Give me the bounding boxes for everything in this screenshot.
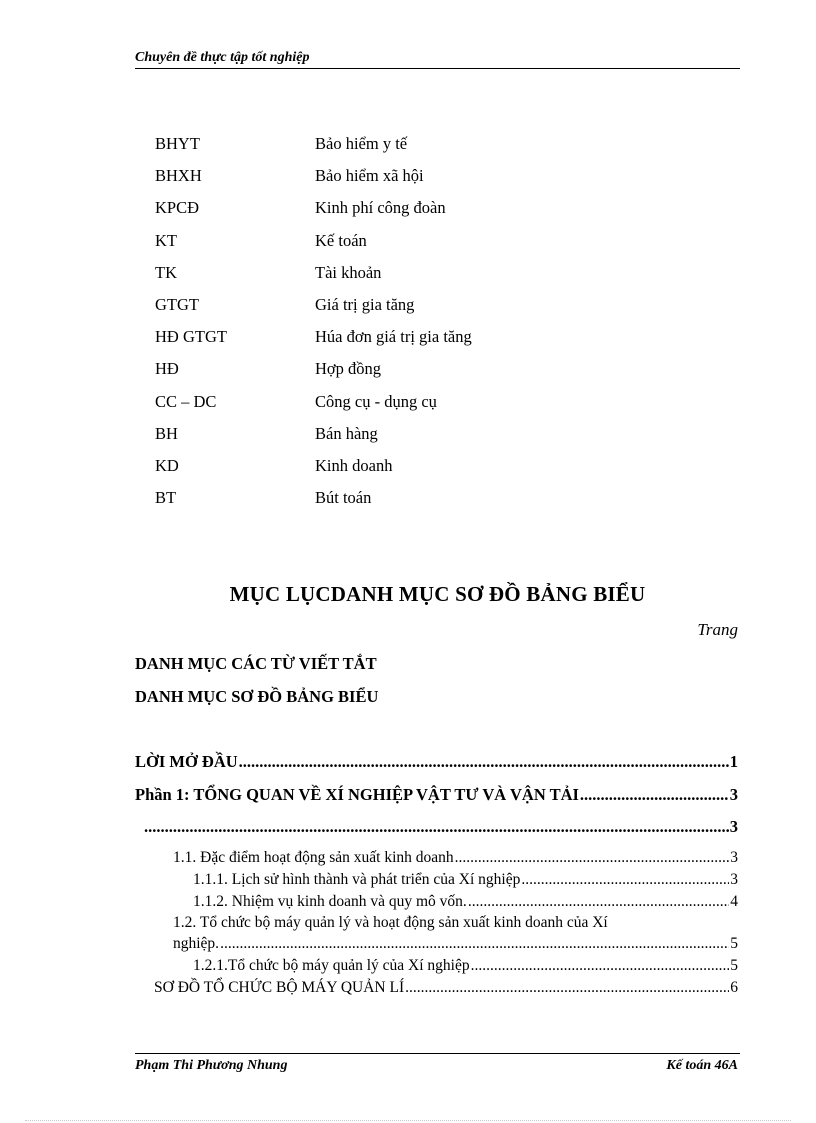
toc-entry[interactable] xyxy=(193,957,738,975)
abbreviation-row xyxy=(155,165,715,197)
toc-entry-text: 1.2.1.Tổ chức bộ máy quản lý của Xí nghiệp xyxy=(193,957,470,974)
toc-entry-page: 5 xyxy=(730,935,738,952)
abbreviation-desc: Bán hàng xyxy=(315,423,378,443)
toc-entry-text: 1.1.2. Nhiệm vụ kinh doanh và quy mô vốn. xyxy=(193,893,467,910)
toc-entry[interactable] xyxy=(173,935,738,953)
toc-entry-text: Phần 1: TỔNG QUAN VỀ XÍ NGHIỆP VẬT TƯ VÀ VẬN TẢI xyxy=(135,785,579,804)
abbreviation-desc: Kinh phí công đoàn xyxy=(315,198,446,218)
toc-entry[interactable] xyxy=(135,785,738,805)
page-header: Chuyên đề thực tập tốt nghiệp xyxy=(135,50,740,69)
abbreviation-code: HĐ GTGT xyxy=(155,327,227,347)
abbreviation-code: TK xyxy=(155,262,177,282)
toc-entry-text: 1.1. Đặc điểm hoạt động sản xuất kinh doanh xyxy=(173,849,454,866)
toc-entry-page: 3 xyxy=(730,849,738,866)
toc-entry-page: 3 xyxy=(729,817,738,836)
abbreviation-code: BH xyxy=(155,423,178,443)
abbreviation-code: HĐ xyxy=(155,359,179,379)
abbreviation-desc: Kế toán xyxy=(315,230,367,250)
abbreviation-code: BT xyxy=(155,488,177,508)
abbreviation-code: GTGT xyxy=(155,294,199,314)
toc-entry[interactable] xyxy=(173,849,738,867)
toc-entry[interactable] xyxy=(193,893,738,911)
abbreviation-desc: Công cụ - dụng cụ xyxy=(315,391,437,411)
toc-entry-text: nghiệp. xyxy=(173,935,220,952)
abbreviation-code: BHYT xyxy=(155,134,200,153)
abbreviation-row xyxy=(155,197,715,229)
toc-entry-page: 3 xyxy=(729,785,738,804)
abbreviation-desc: Húa đơn giá trị gia tăng xyxy=(315,327,472,347)
abbreviation-desc: Tài khoản xyxy=(315,262,382,282)
abbreviation-row xyxy=(155,294,715,326)
abbreviation-code: KT xyxy=(155,230,177,250)
toc-entry-text: 1.1.1. Lịch sử hình thành và phát triển của Xí nghiệp xyxy=(193,871,521,888)
abbreviation-row xyxy=(155,487,715,519)
toc-entry-text: LỜI MỞ ĐẦU xyxy=(135,752,238,771)
abbreviation-desc: Hợp đồng xyxy=(315,359,382,379)
page-bottom-border xyxy=(25,1120,791,1121)
abbreviation-row xyxy=(155,262,715,294)
toc-entry-page: 4 xyxy=(730,893,738,910)
abbreviation-code: BHXH xyxy=(155,166,202,186)
page-column-label: Trang xyxy=(697,620,738,639)
abbreviation-row xyxy=(155,133,715,165)
toc-entry-wrapped-line[interactable]: 1.2. Tổ chức bộ máy quản lý và hoạt động sản xuất kinh doanh của Xí xyxy=(173,914,608,931)
abbreviation-row xyxy=(155,230,715,262)
abbreviation-desc: Bảo hiểm y tế xyxy=(315,134,408,153)
abbreviation-desc: Kinh doanh xyxy=(315,455,393,475)
abbreviation-row xyxy=(155,455,715,487)
footer-class: Kế toán 46A xyxy=(666,1058,738,1073)
abbreviation-row xyxy=(155,423,715,455)
toc-heading-diagrams: DANH MỤC SƠ ĐỒ BẢNG BIỂU xyxy=(135,687,379,706)
footer-rule xyxy=(135,1053,740,1054)
abbreviation-code: KPCĐ xyxy=(155,198,200,218)
abbreviation-row xyxy=(155,326,715,358)
toc-heading-abbreviations: DANH MỤC CÁC TỪ VIẾT TẮT xyxy=(135,654,377,673)
toc-entry-page: 1 xyxy=(729,752,738,771)
toc-entry[interactable] xyxy=(193,871,738,889)
footer-author: Phạm Thi Phương Nhung xyxy=(135,1058,288,1073)
toc-entry-text: SƠ ĐỒ TỔ CHỨC BỘ MÁY QUẢN LÍ xyxy=(154,979,405,996)
abbreviation-row xyxy=(155,391,715,423)
toc-entry-page: 3 xyxy=(730,871,738,888)
toc-entry[interactable] xyxy=(143,817,738,837)
toc-entry-page: 5 xyxy=(730,957,738,974)
toc-entry[interactable] xyxy=(154,979,738,997)
toc-title: MỤC LỤCDANH MỤC SƠ ĐỒ BẢNG BIỂU xyxy=(229,582,646,606)
toc-entry[interactable] xyxy=(135,752,738,772)
abbreviation-desc: Bút toán xyxy=(315,488,372,508)
abbreviation-list xyxy=(155,133,715,519)
toc-entry-page: 6 xyxy=(730,979,738,996)
abbreviation-code: KD xyxy=(155,455,179,475)
abbreviation-desc: Giá trị gia tăng xyxy=(315,294,415,314)
abbreviation-row xyxy=(155,358,715,390)
abbreviation-desc: Bảo hiểm xã hội xyxy=(315,166,424,186)
abbreviation-code: CC – DC xyxy=(155,391,217,411)
